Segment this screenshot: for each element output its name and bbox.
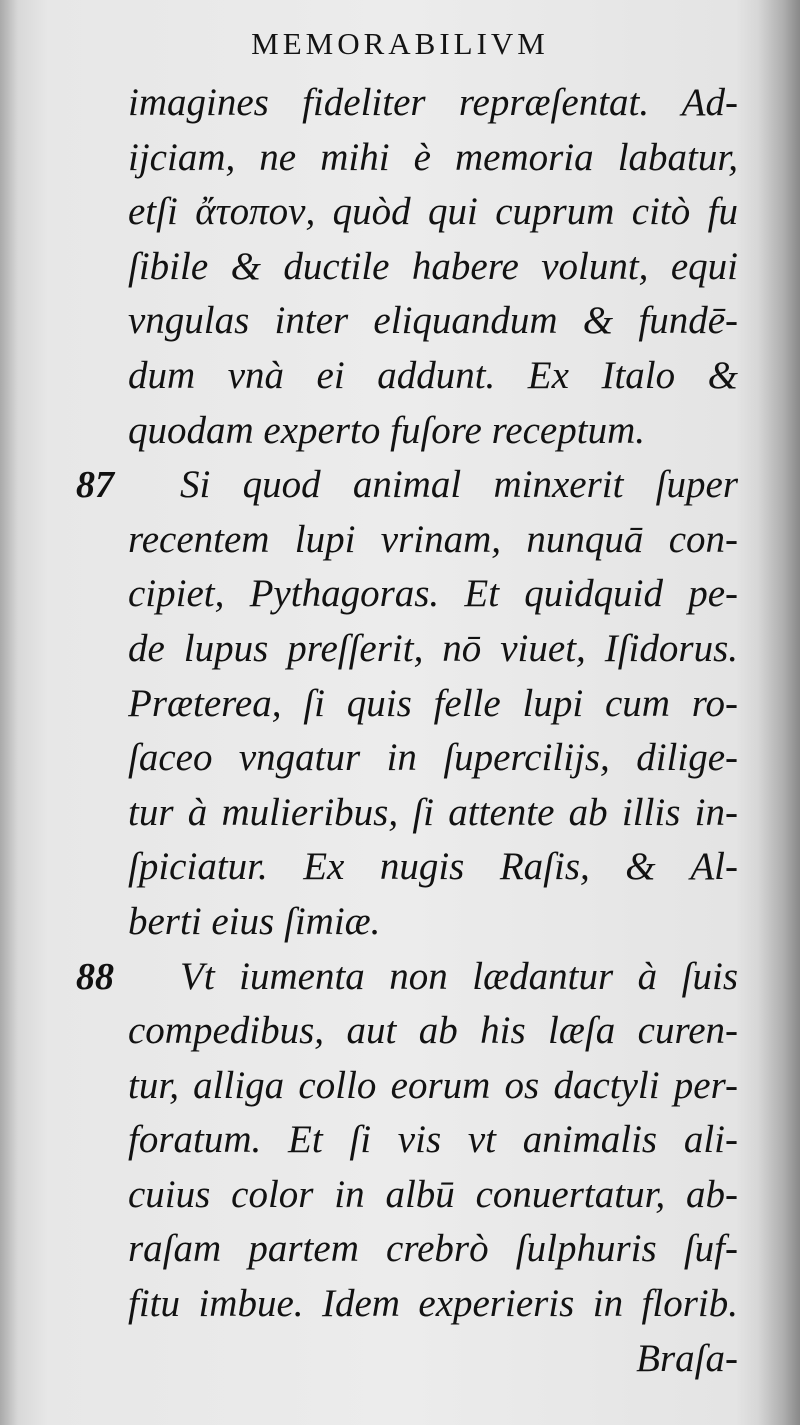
text-line — [0, 513, 800, 568]
line-text: raſam partem crebrò ſulphuris ſuf- — [128, 1227, 738, 1271]
line-text: cipiet, Pythagoras. Et quidquid pe- — [128, 572, 738, 616]
text-line — [0, 294, 800, 349]
line-text: quodam experto fuſore receptum. — [128, 408, 645, 452]
line-text: Vt iumenta non lædantur à ſuis — [180, 954, 738, 998]
line-text: ſpiciatur. Ex nugis Raſis, & Al- — [128, 845, 738, 889]
text-line — [0, 1059, 800, 1114]
text-line — [0, 131, 800, 186]
line-text: Si quod animal minxerit ſuper — [180, 463, 738, 507]
text-line — [0, 404, 800, 459]
line-text: tur, alliga collo eorum os dactyli per- — [128, 1063, 738, 1107]
text-line — [0, 677, 800, 732]
text-line — [0, 1222, 800, 1277]
line-text: ſibile & ductile habere volunt, equi — [128, 244, 738, 288]
line-text: etſi ἄτοπον, quòd qui cuprum citò fu — [128, 190, 738, 234]
text-block — [0, 76, 800, 1386]
line-text: imagines fideliter repræſentat. Ad- — [128, 81, 738, 124]
text-line — [0, 622, 800, 677]
text-line — [0, 950, 800, 1005]
line-text: cuius color in albū conuertatur, ab- — [128, 1172, 738, 1216]
catchword-line — [0, 1332, 800, 1387]
paragraph-number: 87 — [76, 464, 114, 507]
line-text: fitu imbue. Idem experieris in florib. — [128, 1282, 738, 1326]
paragraph-number: 88 — [76, 955, 114, 998]
text-line — [0, 240, 800, 295]
line-text: ijciam, ne mihi è memoria labatur, — [128, 135, 738, 179]
text-line — [0, 731, 800, 786]
text-line — [0, 185, 800, 240]
line-text: recentem lupi vrinam, nunquā con- — [128, 517, 738, 561]
line-text: compedibus, aut ab his læſa curen- — [128, 1009, 738, 1053]
line-text: de lupus preſſerit, nō viuet, Iſidorus. — [128, 626, 738, 670]
text-line — [0, 840, 800, 895]
line-text: Præterea, ſi quis felle lupi cum ro- — [128, 681, 738, 725]
text-line — [0, 1004, 800, 1059]
text-line — [0, 458, 800, 513]
text-line — [0, 1277, 800, 1332]
text-line — [0, 349, 800, 404]
text-line — [0, 1168, 800, 1223]
line-text: tur à mulieribus, ſi attente ab illis in- — [128, 790, 738, 834]
catchword: Braſa- — [636, 1336, 738, 1380]
line-text: foratum. Et ſi vis vt animalis ali- — [128, 1118, 738, 1162]
text-line — [0, 786, 800, 841]
text-line — [0, 1113, 800, 1168]
text-line — [0, 76, 800, 131]
text-line — [0, 895, 800, 950]
running-head: MEMORABILIVM — [251, 26, 549, 61]
line-text: dum vnà ei addunt. Ex Italo & — [128, 353, 738, 397]
line-text: ſaceo vngatur in ſupercilijs, dilige- — [128, 736, 738, 780]
line-text: berti eius ſimiæ. — [128, 899, 381, 943]
text-line — [0, 567, 800, 622]
line-text: vngulas inter eliquandum & fundē- — [128, 299, 738, 343]
